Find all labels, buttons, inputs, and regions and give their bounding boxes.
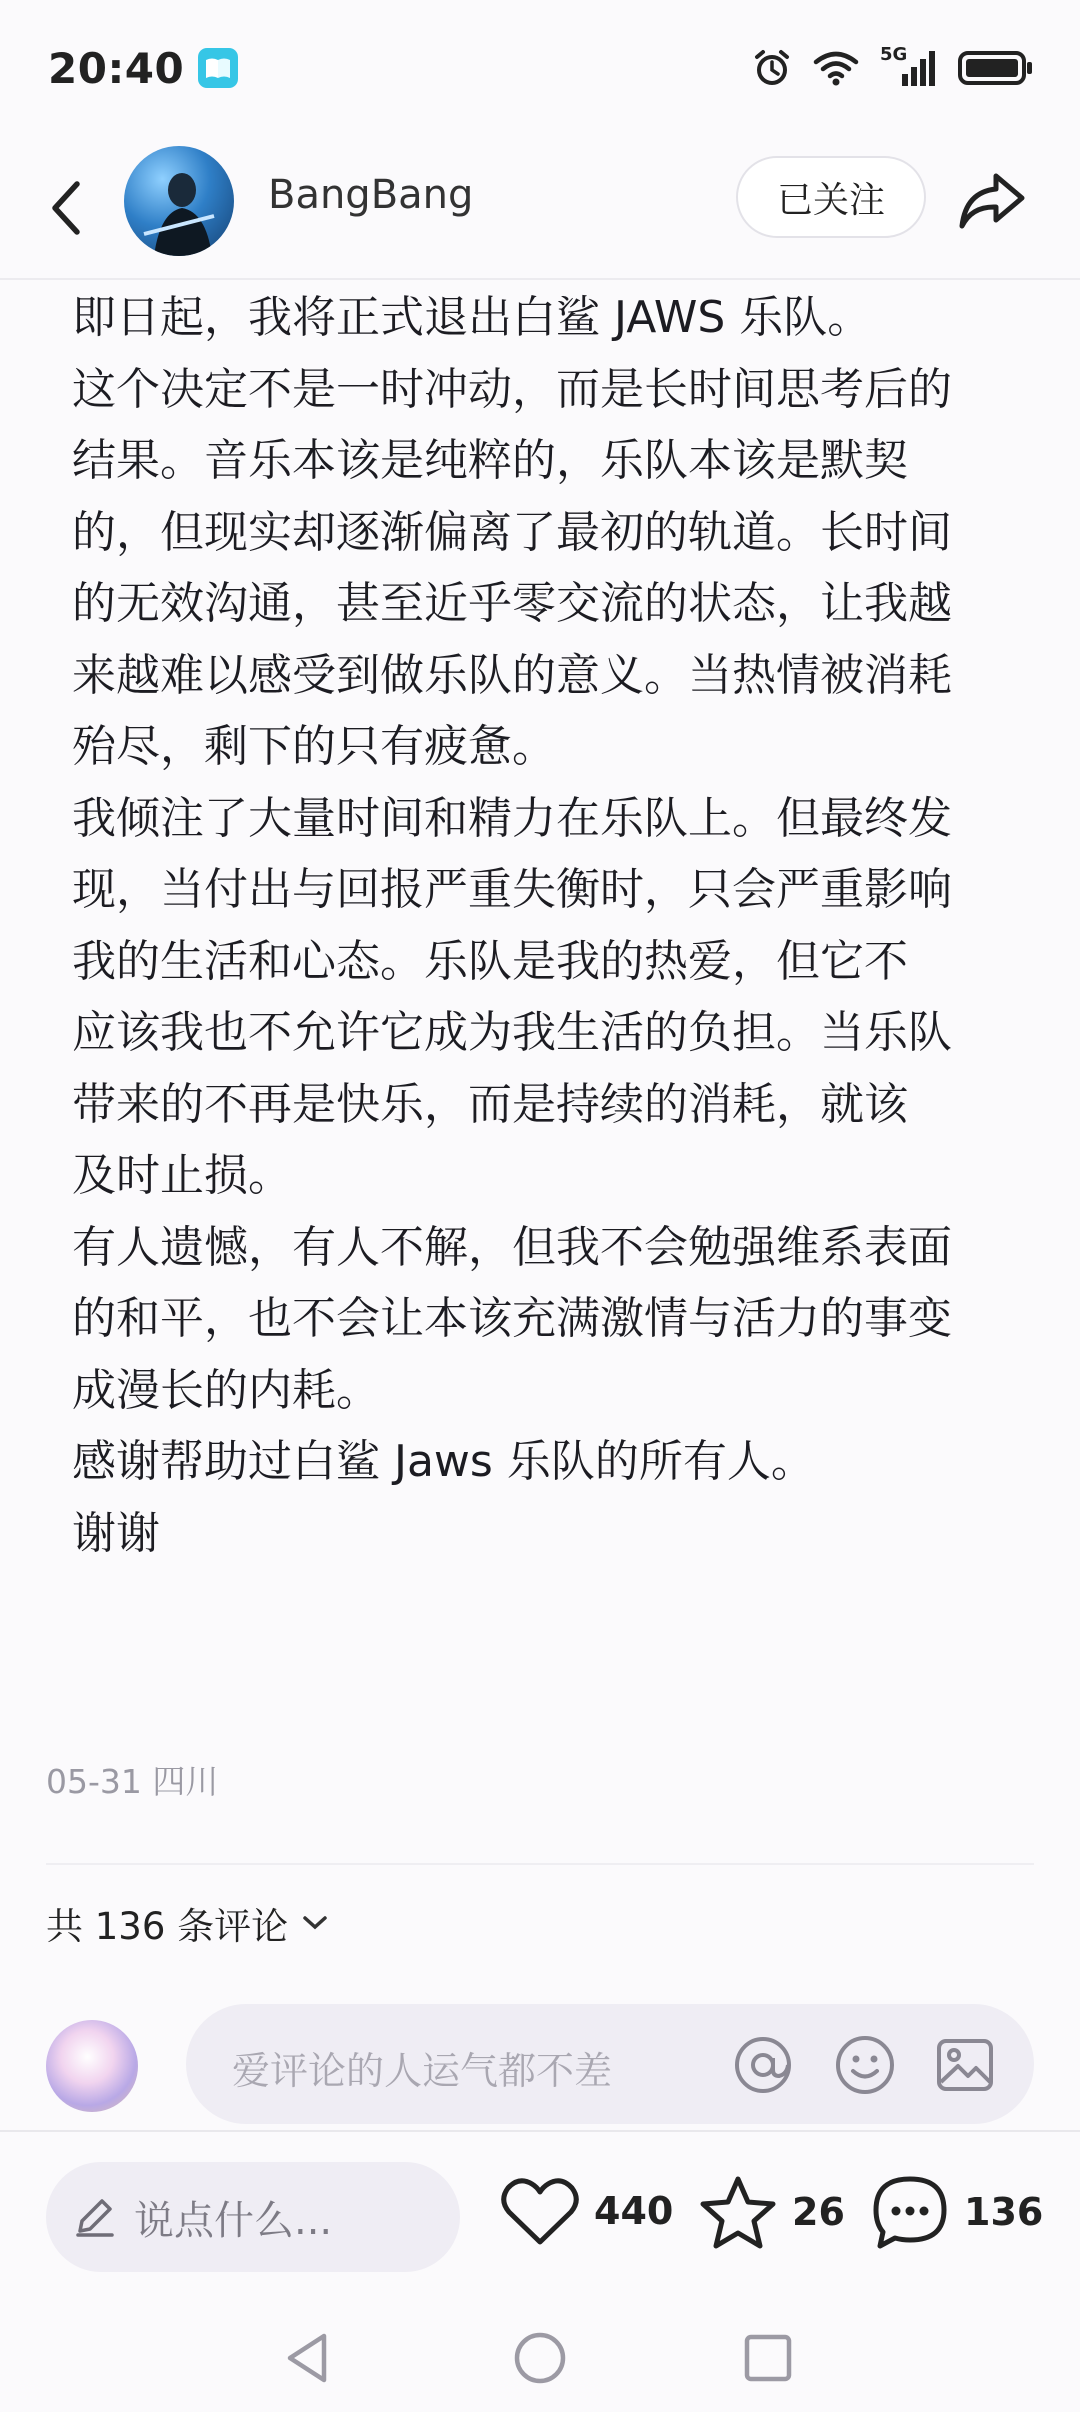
system-nav-bar (0, 2302, 1080, 2412)
comment-button[interactable] (870, 2174, 1043, 2250)
favorite-button[interactable] (698, 2174, 845, 2250)
battery-icon (958, 48, 1034, 88)
image-icon[interactable] (934, 2034, 996, 2096)
current-user-avatar (46, 2020, 138, 2112)
status-time: 20:40 (48, 43, 185, 93)
chevron-left-icon (49, 178, 83, 238)
say-something-placeholder: 说点什么... (134, 2197, 333, 2244)
divider (46, 1863, 1034, 1865)
post-line: 我倾注了大量时间和精力在乐队上。但最终发 (72, 792, 952, 844)
like-button[interactable] (500, 2174, 673, 2248)
bottom-action-bar (0, 2132, 1080, 2302)
post-line: 及时止损。 (72, 1150, 292, 1201)
post-line: 的，但现实却逐渐偏离了最初的轨道。长时间 (72, 506, 952, 558)
post-line: 的和平，也不会让本该充满激情与活力的事变 (72, 1293, 952, 1344)
post-line: 有人遗憾，有人不解，但我不会勉强维系表面 (72, 1221, 952, 1273)
at-mention-icon[interactable] (732, 2034, 794, 2096)
post-line: 来越难以感受到做乐队的意义。当热情被消耗 (72, 649, 952, 701)
nav-home-icon[interactable] (510, 2328, 570, 2388)
status-left (48, 44, 238, 93)
nav-recents-icon[interactable] (738, 2328, 798, 2388)
author-avatar[interactable] (124, 146, 234, 256)
comment-count-label: 共 136 条评论 (46, 1905, 289, 1948)
comment-input-row (0, 2000, 1080, 2130)
chat-bubble-icon (870, 2174, 950, 2250)
post-line: 带来的不再是快乐，而是持续的消耗，就该 (72, 1078, 908, 1130)
chevron-down-icon (302, 1914, 328, 1932)
alarm-icon (752, 48, 792, 88)
signal-icon (880, 44, 938, 88)
post-line: 我的生活和心态。乐队是我的热爱，但它不 (72, 935, 908, 987)
post-date-location: 05-31 四川 (46, 1762, 219, 1801)
book-icon (198, 48, 238, 88)
share-button[interactable] (956, 164, 1028, 236)
share-icon (956, 164, 1028, 236)
post-line: 感谢帮助过白鲨 Jaws 乐队的所有人。 (72, 1436, 815, 1487)
star-icon (698, 2174, 778, 2250)
follow-button[interactable]: 已关注 (736, 156, 926, 238)
post-line: 现，当付出与回报严重失衡时，只会严重影响 (72, 864, 952, 915)
emoji-icon[interactable] (834, 2034, 896, 2096)
post-line: 成漫长的内耗。 (72, 1364, 380, 1416)
post-line: 殆尽，剩下的只有疲惫。 (72, 721, 556, 772)
post-content (72, 282, 1012, 1569)
comment-total: 136 (964, 2190, 1044, 2234)
heart-icon (500, 2174, 580, 2248)
post-line: 即日起，我将正式退出白鲨 JAWS 乐队。 (72, 292, 872, 343)
say-something-input[interactable] (46, 2162, 460, 2272)
post-line: 应该我也不允许它成为我生活的负担。当乐队 (72, 1007, 952, 1058)
comment-placeholder: 爱评论的人运气都不差 (232, 2049, 613, 2093)
pencil-icon (72, 2195, 116, 2239)
favorite-count: 26 (792, 2190, 845, 2234)
post-line: 这个决定不是一时冲动，而是长时间思考后的 (72, 363, 952, 415)
like-count: 440 (594, 2189, 674, 2233)
post-line: 的无效沟通，甚至近乎零交流的状态，让我越 (72, 578, 952, 629)
nav-back-icon[interactable] (278, 2328, 338, 2388)
comment-input[interactable] (186, 2004, 1034, 2124)
author-name[interactable]: BangBang (268, 172, 474, 218)
comment-count-toggle[interactable] (46, 1896, 328, 1950)
wifi-icon (812, 48, 860, 88)
status-right (752, 44, 1034, 88)
post-line: 结果。音乐本该是纯粹的，乐队本该是默契 (72, 435, 908, 486)
status-bar (0, 0, 1080, 136)
post-line: 谢谢 (72, 1507, 160, 1559)
post-header (0, 136, 1080, 280)
network-type-label: 5G (880, 44, 908, 65)
back-button[interactable] (38, 174, 94, 242)
